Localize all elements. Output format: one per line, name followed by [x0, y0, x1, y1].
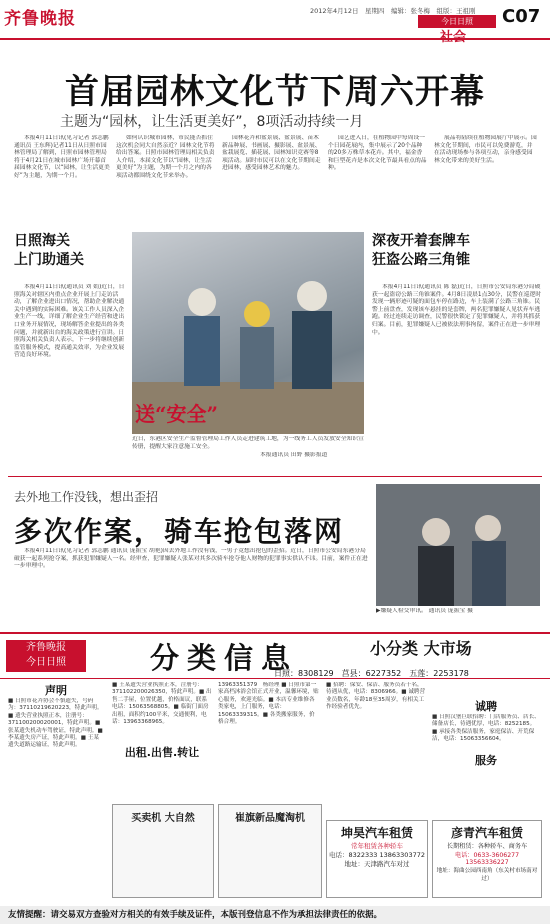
lead-col-2: 如何认识城市园林，市民能否抓住这次机会同大自然亲近？园林文化节将给出答案。日照市园林管理局相关负责人介绍，本届文化节以“园林，让生活更美好”为主题，为期一个月之内的各项活动都围绕文化节来举办。: [116, 135, 215, 179]
classifieds-logo: [6, 640, 86, 672]
classifieds-section-service: 服务: [475, 754, 497, 767]
classifieds-section-rent: 出租.出售.转让: [124, 746, 200, 759]
robbery-headline: 多次作案，骑车抢包落网: [14, 515, 345, 548]
ad-3-tel: 电话：8322333 13863303772: [328, 851, 425, 859]
lead-col-5: 展品将陆续在植物园展厅中展示。园林文化节期间，市民可以免费游览，并在活动现场参与各项互动，亲身感受园林文化带来的美好生活。: [434, 135, 537, 164]
classifieds-section-declare: 声明: [45, 684, 67, 697]
right-story-title-2: 狂盗公路三角锥: [372, 252, 470, 268]
section-label: 社会: [440, 30, 467, 45]
newspaper-logo: 齐鲁晚报: [4, 9, 76, 29]
classifieds-col-2: ■ 王某遗失营业执照正本，注册号：371102200026350，特此声明。■ 出售二手屋，位置优越，价格面议，联系电话：15063568805。■ 临街门面房出租，面积约100平米，交通便利，电话：13963368965。: [112, 682, 212, 726]
ad-3-title: 坤昊汽车租赁: [340, 826, 413, 840]
ad-4-tel: 电话：0633-3606277 13563336227: [454, 852, 520, 866]
classifieds-col-1: ■ 日照市花卉协会不慎遗失，号码为：37110219620223，特此声明。■ 遗失营业执照正本，注册号：371100200020001，特此声明。■ 张某遗失机动车驾驶证，特此声明。■ 李某遗失房产证，特此声明。■ 王某遗失道路运输证，特此声明。: [8, 698, 103, 749]
lead-col-4: 园艺进入日，在植物园中每周设一个日园花展内，集中展示了20个品种的20多万株草本花卉。其中，福金香和巨型花卉是本次文化节最具看点的品种。: [328, 135, 427, 172]
classifieds-footer-notice: 友情提醒：请交易双方查验对方相关的有效手续及证件，本版刊登信息不作为承担法律责任的依据。: [0, 906, 550, 924]
photo-credit: 本报通讯员 田野 摄影报道: [260, 452, 328, 458]
robbery-body: 本报4月11日讯(见习记者 郭志鹏 通讯员 庞振宝 胡艳)因去外地工作没有钱，一男子竟想出抢包的歪招。近日，日照市公安局东港分局破获一起系列抢夺案，抓获犯罪嫌疑人一名。经审查，犯罪嫌疑人张某对其多次骑车抢夺他人财物的犯罪事实供认不讳。目前，案件正在进一步审理中。: [14, 548, 368, 570]
classifieds-tagline: 小分类 大市场: [370, 639, 472, 658]
ad-box-1: [112, 804, 214, 898]
ad-4-sub: 长期租赁：各种轿车、商务车: [446, 843, 528, 850]
ad-3-addr: 地址：天津路汽车对过: [344, 860, 410, 868]
lead-subhead: 主题为“园林，让生活更美好”，8项活动持续一月: [60, 114, 364, 130]
photo-caption: 近日，东港区安全生产监督管理局工作人员走进建筑工地，为一线务工人员发放安全知识宣传册，提醒大家注意施工安全。: [132, 436, 364, 450]
right-story-body: 本报4月11日讯(通讯员 陈 磊)近日，日照市公安局东港分局破获一起盗窃公路三角锥案件。4月8日凌晨1点30分，民警在巡逻时发现一辆形迹可疑的面包车停在路边，车上装满了公路三角锥。民警上前盘查，发现该车悬挂的是套牌，两名犯罪嫌疑人见状弃车逃跑。经过连续走访调查，民警很快锁定了犯罪嫌疑人，并将其抓获归案。目前，犯罪嫌疑人已被依法刑事拘留，案件正在进一步审理中。: [372, 284, 542, 336]
robbery-kicker: 去外地工作没钱，想出歪招: [14, 490, 159, 504]
dateline: 2012年4月12日 星期四 编辑：张冬梅 组版：王祖刚: [310, 7, 476, 15]
ad-box-3: [326, 820, 428, 898]
classifieds-logo-name: 齐鲁晚报: [26, 642, 66, 653]
left-story-body: 本报4月11日讯(通讯员 刘 娟)近日，日照海关对辖区内重点企业开展上门走访活动，了解企业进出口情况，帮助企业解决通关中遇到的实际困难。该关工作人员深入企业生产一线，详细了解企业生产经营和进出口业务开展情况，现场解答企业提出的各类问题，并就新出台的海关政策进行宣讲。日照海关相关负责人表示，下一步将继续创新监管服务模式，提高通关效率，为企业发展营造良好环境。: [14, 284, 125, 359]
left-story-title-1: 日照海关: [14, 233, 70, 249]
section-divider: [8, 476, 542, 477]
edition-badge: 今日日照: [418, 15, 496, 28]
classifieds-section-honest: 诚聘: [475, 700, 497, 713]
photo-overlay-text: 送“安全”: [135, 402, 219, 426]
left-story-heading: [14, 232, 126, 282]
classifieds-col-3: 13963351379 杨经理 ■ 日照市第一家高档沐浴会馆正式开业，温馨环境，贴心服务，欢迎光临。■ 本店专业维修各类家电，上门服务，电话：15063339315。■ 各类搬家服务，价格合理。: [218, 682, 319, 726]
lead-col-1: 本报4月11日讯(见习记者 郭志鹏 通讯员 王东辉)记者11日从日照市园林管理局了解到，日照市园林管理局将于4月21日在城市园林广场开幕首届园林文化节，以“园林，让生活更美好”为主题，为期一个月。: [14, 135, 110, 179]
photo-suspect-icon: [376, 484, 540, 606]
right-story-heading: [372, 232, 542, 282]
lead-headline: 首届园林文化节下周六开幕: [65, 72, 485, 112]
ad-4-title: 彦青汽车租赁: [450, 826, 523, 840]
ad-box-4: [432, 820, 542, 898]
ad-4-addr: 地址：海曲公园西南角（东关村市场南对过）: [436, 868, 538, 882]
ad-3-sub: 常年租赁各种轿车: [351, 842, 403, 850]
ad-2-title: 崔旗新品魔淘机: [235, 813, 305, 824]
robbery-photo: [376, 484, 540, 606]
classifieds-logo-edition: 今日日照: [26, 657, 66, 668]
right-story-title-1: 深夜开着套牌车: [372, 233, 470, 249]
classifieds-phones: 日照：8308129 莒县：6227352 五莲：2253178: [274, 669, 469, 678]
ad-1-title: 买卖机 大自然: [131, 813, 195, 824]
ad-box-2: [218, 804, 322, 898]
left-story-title-2: 上门助通关: [14, 252, 84, 268]
classifieds-col-4: ■ 招聘：保安、保洁、服务员若干名，待遇从优，电话：8306966。■ 诚聘营业员数名，年龄18至35周岁，有相关工作经验者优先。: [326, 682, 426, 711]
lead-col-3: 园林花卉和盆景展、盆景展、苗木新品种展、书画展、摄影展、盆景展、盆栽展览、插花展、园林知识竞赛等8项活动。届时市民可以在文化节期间走进园林，感受园林艺术的魅力。: [222, 135, 321, 172]
classifieds-col-5: ■ 日照汉堡巨联招聘：门店服务员、店长、储备店长，待遇优厚，电话：8252185。■ 承接各类保洁服务，家庭保洁、开荒保洁，电话：15063356604。: [432, 714, 540, 743]
classifieds-title: 分类信息: [150, 641, 299, 675]
page-number: C07: [502, 6, 541, 27]
robbery-photo-credit: ▶嫌疑人检交审讯。 通讯员 庞振宝 摄: [376, 608, 473, 614]
